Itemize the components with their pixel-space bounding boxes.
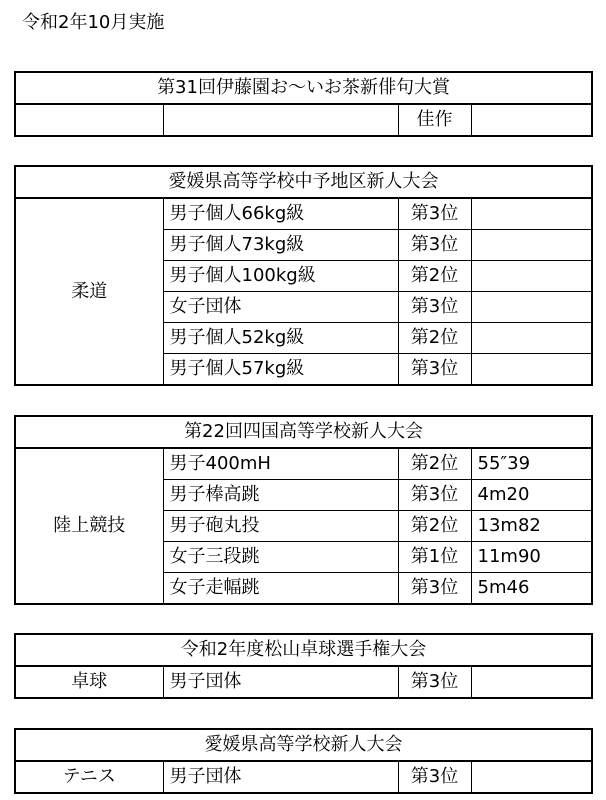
athletics-results-table bbox=[14, 415, 593, 605]
event-cell: 男子400mH bbox=[163, 448, 398, 480]
rank-cell: 第2位 bbox=[398, 511, 471, 542]
empty-cell bbox=[471, 761, 592, 793]
table-title-row bbox=[15, 729, 592, 761]
record-cell bbox=[471, 354, 592, 386]
table-row bbox=[15, 666, 592, 698]
award-cell: 佳作 bbox=[398, 104, 471, 136]
empty-cell bbox=[163, 104, 398, 136]
rank-cell: 第2位 bbox=[398, 448, 471, 480]
event-cell: 男子個人52kg級 bbox=[163, 323, 398, 354]
record-cell: 5m46 bbox=[471, 573, 592, 605]
rank-cell: 第3位 bbox=[398, 480, 471, 511]
rank-cell: 第2位 bbox=[398, 261, 471, 292]
event-cell: 女子団体 bbox=[163, 292, 398, 323]
event-cell: 男子個人73kg級 bbox=[163, 230, 398, 261]
event-cell: 女子走幅跳 bbox=[163, 573, 398, 605]
record-cell: 4m20 bbox=[471, 480, 592, 511]
event-cell: 男子個人66kg級 bbox=[163, 198, 398, 230]
record-cell: 13m82 bbox=[471, 511, 592, 542]
sport-cell-athletics: 陸上競技 bbox=[15, 448, 163, 604]
record-cell bbox=[471, 323, 592, 354]
rank-cell: 第3位 bbox=[398, 198, 471, 230]
event-cell: 男子棒高跳 bbox=[163, 480, 398, 511]
chuyo-tournament-title: 愛媛県高等学校中予地区新人大会 bbox=[15, 166, 592, 198]
table-row bbox=[15, 761, 592, 793]
page-heading: 令和2年10月実施 bbox=[22, 12, 165, 33]
sport-cell-judo: 柔道 bbox=[15, 198, 163, 385]
event-cell: 男子砲丸投 bbox=[163, 511, 398, 542]
event-cell: 男子団体 bbox=[163, 666, 398, 698]
table-title-row bbox=[15, 416, 592, 448]
record-cell bbox=[471, 292, 592, 323]
table-title-row bbox=[15, 166, 592, 198]
table-tennis-results-table bbox=[14, 633, 593, 699]
event-cell: 女子三段跳 bbox=[163, 542, 398, 573]
table-title-row bbox=[15, 72, 592, 104]
rank-cell: 第3位 bbox=[398, 666, 471, 698]
event-cell: 男子個人100kg級 bbox=[163, 261, 398, 292]
record-cell bbox=[471, 261, 592, 292]
table-title-row bbox=[15, 634, 592, 666]
sport-cell-table-tennis: 卓球 bbox=[15, 666, 163, 698]
tennis-results-table bbox=[14, 728, 593, 794]
shikoku-tournament-title: 第22回四国高等学校新人大会 bbox=[15, 416, 592, 448]
table-row bbox=[15, 104, 592, 136]
haiku-award-table bbox=[14, 71, 593, 137]
record-cell bbox=[471, 198, 592, 230]
rank-cell: 第2位 bbox=[398, 323, 471, 354]
table-row bbox=[15, 198, 592, 230]
judo-results-table bbox=[14, 165, 593, 386]
sport-cell-tennis: テニス bbox=[15, 761, 163, 793]
rank-cell: 第3位 bbox=[398, 354, 471, 386]
record-cell bbox=[471, 230, 592, 261]
table-row bbox=[15, 448, 592, 480]
haiku-contest-title: 第31回伊藤園お～いお茶新俳句大賞 bbox=[15, 72, 592, 104]
event-cell: 男子個人57kg級 bbox=[163, 354, 398, 386]
record-cell: 55″39 bbox=[471, 448, 592, 480]
ehime-tournament-title: 愛媛県高等学校新人大会 bbox=[15, 729, 592, 761]
empty-cell bbox=[471, 104, 592, 136]
rank-cell: 第3位 bbox=[398, 761, 471, 793]
record-cell: 11m90 bbox=[471, 542, 592, 573]
empty-cell bbox=[15, 104, 163, 136]
matsuyama-tournament-title: 令和2年度松山卓球選手権大会 bbox=[15, 634, 592, 666]
rank-cell: 第3位 bbox=[398, 573, 471, 605]
event-cell: 男子団体 bbox=[163, 761, 398, 793]
rank-cell: 第1位 bbox=[398, 542, 471, 573]
rank-cell: 第3位 bbox=[398, 292, 471, 323]
rank-cell: 第3位 bbox=[398, 230, 471, 261]
empty-cell bbox=[471, 666, 592, 698]
